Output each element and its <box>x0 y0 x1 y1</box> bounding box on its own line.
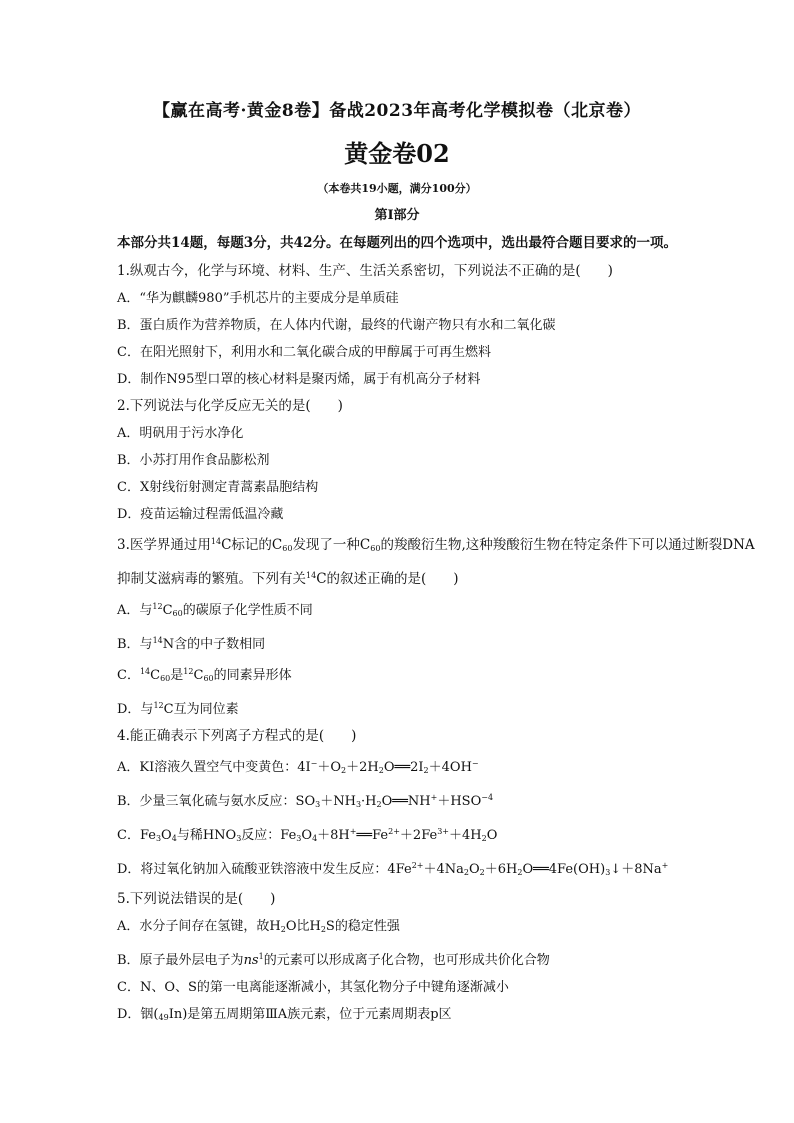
question-5 <box>117 886 727 1031</box>
option-a: A．水分子间存在氢键，故$H_2O$比$H_2S$的稳定性强 <box>117 919 400 934</box>
part-heading: 第Ⅰ部分 <box>374 208 420 223</box>
option-a: A．与$^{12}C_{60}$的碳原子化学性质不同 <box>117 602 313 618</box>
option-d: D．与$^{12}$C互为同位素 <box>117 701 239 717</box>
option-c: C．N、O、S的第一电离能逐渐减小，其氢化物分子中键角逐渐减小 <box>117 980 509 995</box>
option-b: B．少量三氧化硫与氨水反应：$SO_3+NH_3\cdot H_2O══NH^++HSO^{-4}$ <box>117 793 494 809</box>
section-instructions: 本部分共14题，每题3分，共42分。在每题列出的四个选项中，选出最符合题目要求的一项。 <box>117 235 677 251</box>
option-d: D．将过氧化钠加入硫酸亚铁溶液中发生反应：$4Fe^{2+}+4Na_2O_2+6H_2O══4Fe(OH)_3↓+8Na^+$ <box>117 861 669 877</box>
option-a: A．KI溶液久置空气中变黄色：$4I^-+O_2+2H_2O══2I_2+4OH^-$ <box>117 759 479 775</box>
paper-title: 黄金卷02 <box>344 139 450 168</box>
option-b: B．原子最外层电子为$ns^1$的元素可以形成离子化合物，也可形成共价化合物 <box>117 952 550 968</box>
option-c: C．在阳光照射下，利用水和二氧化碳合成的甲醇属于可再生燃料 <box>117 345 491 360</box>
paper-subtitle: （本卷共19小题，满分100分） <box>317 182 477 195</box>
option-d: D．铟$(_{49}In)$是第五周期第ⅢA族元素，位于元素周期表p区 <box>117 1007 452 1022</box>
option-a: A．“华为麒麟980”手机芯片的主要成分是单质硅 <box>117 291 399 306</box>
question-list <box>117 258 755 1031</box>
option-a: A．明矾用于污水净化 <box>117 426 244 441</box>
exam-header: 【赢在高考·黄金8卷】备战2023年高考化学模拟卷（北京卷） <box>152 101 642 121</box>
option-b: B．与$^{14}$N含的中子数相同 <box>117 636 266 652</box>
question-4 <box>117 723 727 886</box>
question-2 <box>117 393 727 528</box>
question-stem-continued: 抑制艾滋病毒的繁殖。下列有关$^{14}$C的叙述正确的是( ) <box>117 571 459 587</box>
option-b: B．小苏打用作食品膨松剂 <box>117 453 270 468</box>
question-stem: 3.医学界通过用$^{14}$C标记的$C_{60}$发现了一种$C_{60}$的羧酸衍生物,这种羧酸衍生物在特定条件下可以通过断裂DNA <box>117 537 755 553</box>
option-d: D．制作N95型口罩的核心材料是聚丙烯，属于有机高分子材料 <box>117 372 481 387</box>
question-stem: 5.下列说法错误的是( ) <box>117 891 276 907</box>
question-stem: 1.纵观古今，化学与环境、材料、生产、生活关系密切，下列说法不正确的是( ) <box>117 263 613 279</box>
question-3 <box>117 528 755 723</box>
question-1 <box>117 258 727 393</box>
option-d: D．疫苗运输过程需低温冷藏 <box>117 507 284 522</box>
question-stem: 4.能正确表示下列离子方程式的是( ) <box>117 728 357 744</box>
option-c: C．$Fe_3O_4$与稀$HNO_3$反应：$Fe_3O_4+8H^+══Fe^{2+}+2Fe^{3+}+4H_2O$ <box>117 827 498 843</box>
question-stem: 2.下列说法与化学反应无关的是( ) <box>117 398 343 414</box>
option-b: B．蛋白质作为营养物质，在人体内代谢，最终的代谢产物只有水和二氧化碳 <box>117 318 556 333</box>
option-c: C．$^{14}C_{60}$是$^{12}C_{60}$的同素异形体 <box>117 667 292 683</box>
option-c: C．X射线衍射测定青蒿素晶胞结构 <box>117 480 319 495</box>
